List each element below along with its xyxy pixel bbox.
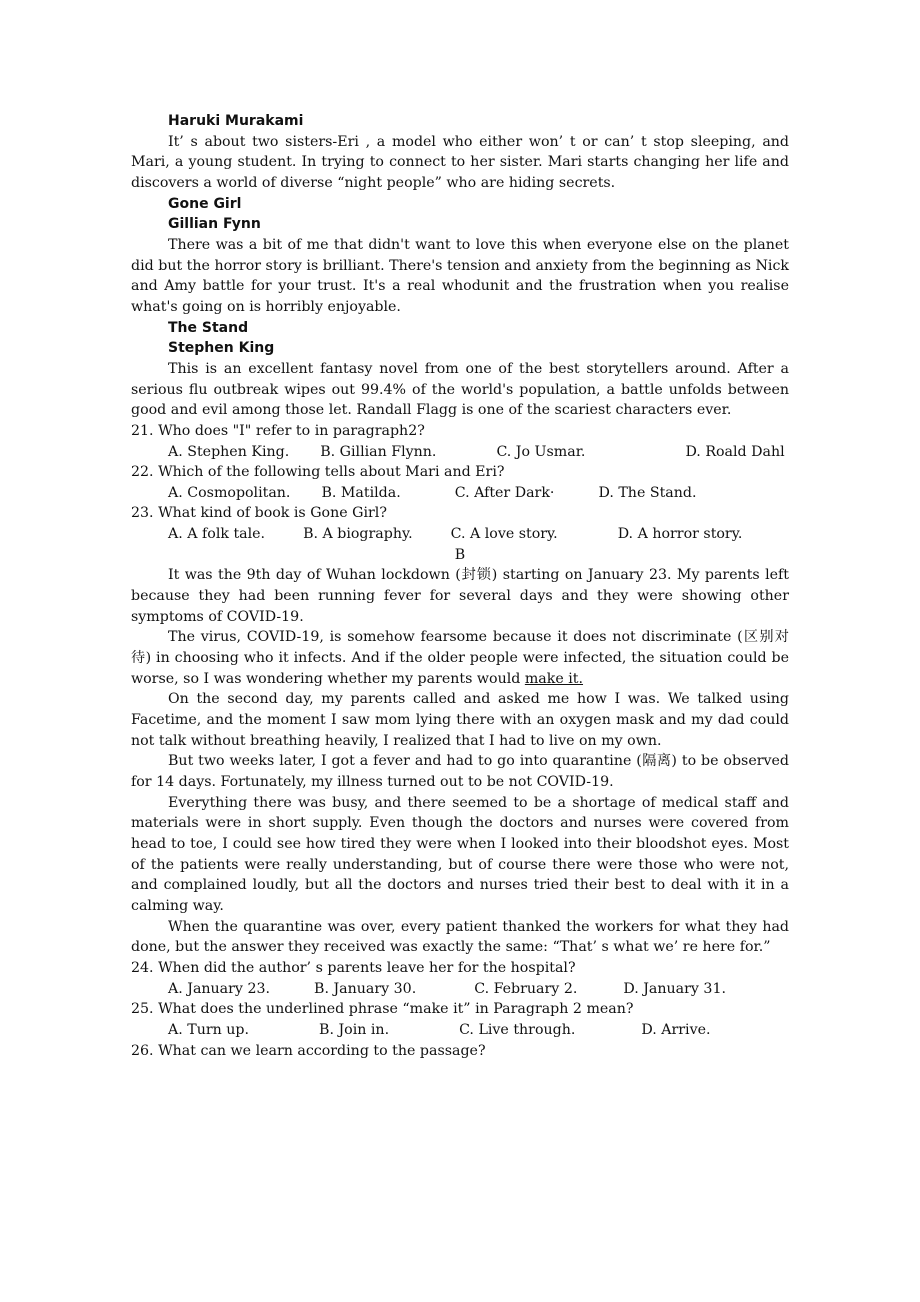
- option-d: D. January 31.: [623, 980, 726, 997]
- book2-review: There was a bit of me that didn't want to love this when everyone else on the planet did but the horror story is brilliant. There's tension and anxiety from the beginning as Nick and Amy battle for your trust. It's a real whodunit and the frustration when you realise what's going on is horribly enjoyable.: [131, 236, 789, 315]
- book2-author: Gillian Fynn: [168, 216, 261, 233]
- question-22-stem: 22. Which of the following tells about Mari and Eri?: [131, 464, 505, 481]
- passage-b-paragraph-4: But two weeks later, I got a fever and had to go into quarantine (隔离) to be observed for 14 days. Fortunately, my illness turned out to be not COVID-19.: [131, 753, 789, 790]
- exam-page: [131, 111, 789, 1061]
- option-b: B. Matilda.: [321, 484, 401, 501]
- book2-title: Gone Girl: [168, 195, 242, 212]
- book1-author: Haruki Murakami: [168, 113, 304, 129]
- passage-b-paragraph-1: It was the 9th day of Wuhan lockdown (封锁) starting on January 23. My parents left because they had been running fever for several days and they were showing other symptoms of COVID-19.: [131, 567, 789, 625]
- question-25-options: [131, 1020, 789, 1041]
- question-23-options: [131, 524, 789, 545]
- option-d: D. The Stand.: [598, 484, 697, 501]
- passage-b-paragraph-2: The virus, COVID-19, is somehow fearsome because it does not discriminate (区别对待) in choosing who it infects. And if the older people were infected, the situation could be worse, so I was wondering whether my parents would make it.: [131, 629, 789, 687]
- book3-review: This is an excellent fantasy novel from one of the best storytellers around. After a serious flu outbreak wipes out 99.4% of the world's population, a battle unfolds between good and evil among those let. Randall Flagg is one of the scariest characters ever.: [131, 360, 789, 419]
- option-d: D. A horror story.: [617, 526, 743, 543]
- passage-b-paragraph-5: Everything there was busy, and there seemed to be a shortage of medical staff and materials were in short supply. Even though the doctors and nurses were covered from head to toe, I could see how tired they were when I looked into their bloodshot eyes. Most of the patients were really understanding, but of course there were those who were not, and complained loudly, but all the doctors and nurses tried their best to deal with it in a calming way.: [131, 794, 789, 914]
- option-b: B. A biography.: [303, 526, 413, 543]
- option-a: A. Stephen King.: [168, 443, 290, 460]
- question-25-stem: 25. What does the underlined phrase “make it” in Paragraph 2 mean?: [131, 1001, 634, 1018]
- question-22-options: [131, 483, 789, 504]
- book3-author: Stephen King: [168, 340, 275, 357]
- option-c: C. February 2.: [474, 980, 578, 997]
- option-c: C. After Dark·: [454, 484, 555, 501]
- section-b-heading: B: [454, 546, 466, 563]
- question-21-options: [131, 442, 789, 463]
- option-a: A. Cosmopolitan.: [168, 484, 291, 501]
- passage-b-paragraph-6: When the quarantine was over, every patient thanked the workers for what they had done, but the answer they received was exactly the same: “That’ s what we’ re here for.”: [131, 918, 789, 956]
- option-d: D. Roald Dahl: [685, 443, 785, 460]
- question-26-stem: 26. What can we learn according to the passage?: [131, 1042, 486, 1059]
- option-b: B. Gillian Flynn.: [320, 443, 437, 460]
- question-21-stem: 21. Who does "I" refer to in paragraph2?: [131, 422, 425, 439]
- option-c: C. Jo Usmar.: [496, 443, 586, 460]
- book3-title: The Stand: [168, 319, 249, 336]
- question-24-stem: 24. When did the author’ s parents leave her for the hospital?: [131, 959, 576, 976]
- option-d: D. Arrive.: [641, 1021, 711, 1038]
- question-23-stem: 23. What kind of book is Gone Girl?: [131, 505, 387, 522]
- option-c: C. Live through.: [459, 1021, 576, 1038]
- option-c: C. A love story.: [450, 526, 558, 543]
- question-24-options: [131, 979, 789, 1000]
- option-a: A. Turn up.: [168, 1021, 250, 1038]
- option-a: A. January 23.: [168, 980, 271, 997]
- option-a: A. A folk tale.: [168, 526, 266, 543]
- book1-review: It’ s about two sisters-Eri , a model who either won’ t or can’ t stop sleeping, and Mari, a young student. In trying to connect to her sister. Mari starts changing her life and discovers a world of diverse “night people” who are hiding secrets.: [131, 133, 789, 191]
- option-b: B. January 30.: [314, 980, 417, 997]
- passage-b-paragraph-3: On the second day, my parents called and asked me how I was. We talked using Facetime, and the moment I saw mom lying there with an oxygen mask and my dad could not talk without breathing heavily, I realized that I had to live on my own.: [131, 691, 789, 749]
- option-b: B. Join in.: [319, 1021, 390, 1038]
- underlined-phrase: make it.: [524, 670, 584, 687]
